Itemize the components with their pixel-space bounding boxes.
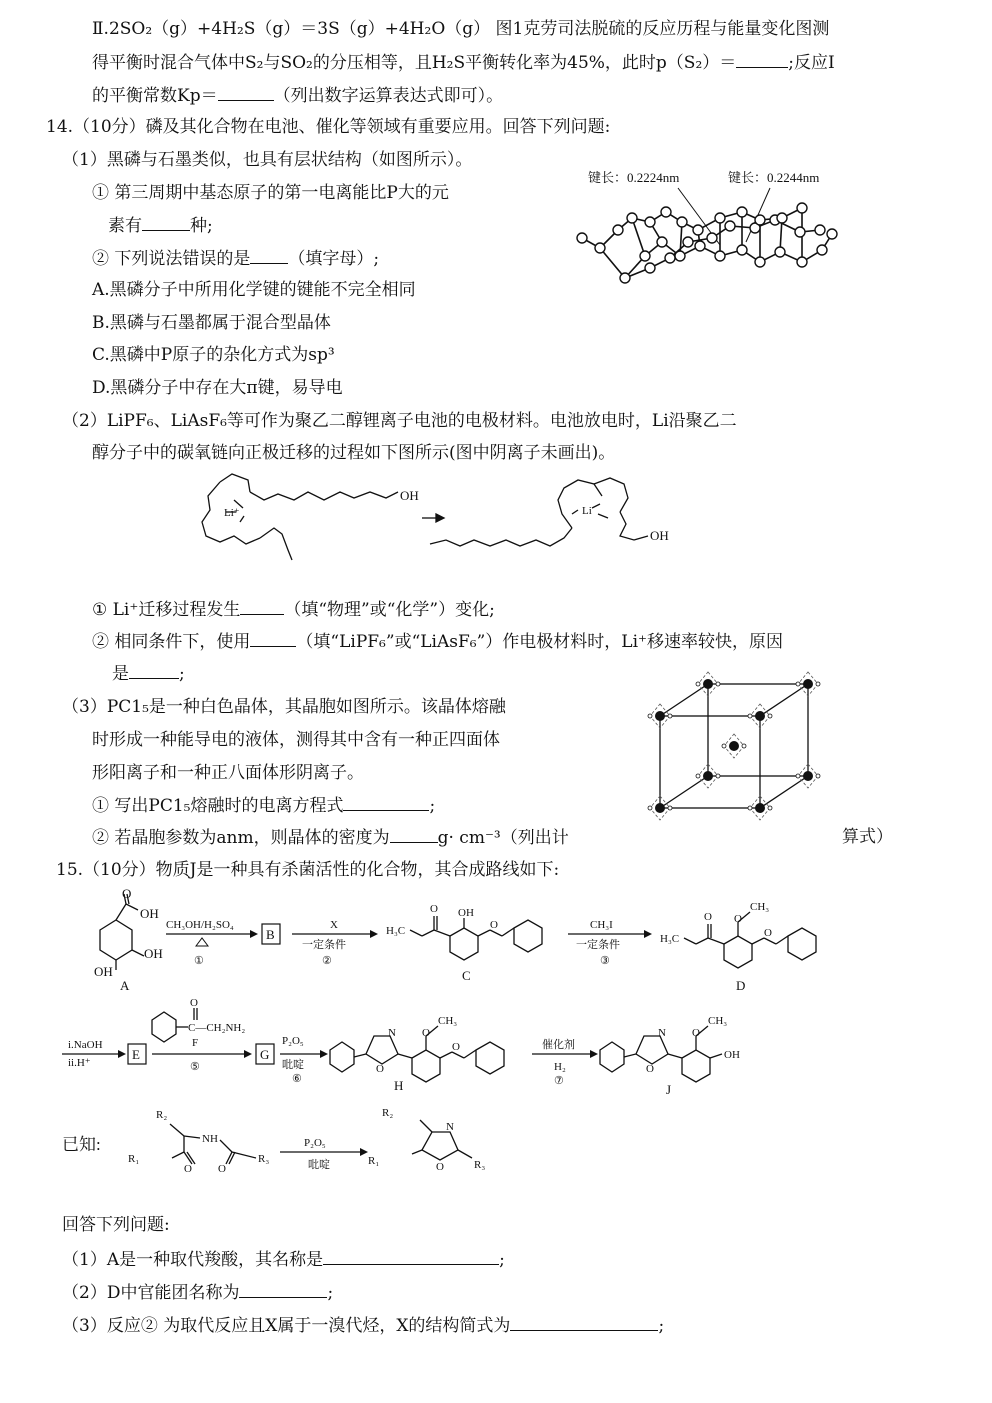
bond-length-1: 键长：0.2224nm <box>588 170 680 185</box>
q14-2-1 <box>92 598 495 621</box>
q13-line1: Ⅱ.2SO₂（g）+4H₂S（g）＝3S（g）+4H₂O（g） 图1克劳司法脱硫的反应历程与能量变化图测 <box>92 19 830 39</box>
q14-3-2-end: 算式） <box>842 827 893 847</box>
q13-line2-end: ;反应I <box>788 53 835 73</box>
li-ion-label: Li⁺ <box>224 507 240 519</box>
blank[interactable] <box>250 247 288 264</box>
black-phosphorus-figure <box>570 160 860 300</box>
reagent-7b: H₂ <box>554 1061 566 1073</box>
j-ether-o: O <box>692 1027 700 1039</box>
r3-product: R₃ <box>474 1159 486 1171</box>
known-condition: 吡啶 <box>308 1159 330 1171</box>
q14-3-2-text: ② 若晶胞参数为anm，则晶体的密度为 <box>92 828 390 848</box>
q15-header: 15.（10分）物质J是一种具有杀菌活性的化合物，其合成路线如下: <box>56 860 560 880</box>
step-2: ② <box>322 955 332 967</box>
q15-3 <box>62 1314 664 1337</box>
li-label: Li <box>582 505 592 517</box>
q15-2-end: ; <box>327 1283 334 1303</box>
q13-line3-text: 的平衡常数Kp＝ <box>92 86 218 106</box>
option-d: D.黑磷分子中存在大π键，易导电 <box>92 378 343 398</box>
known-o3: O <box>436 1161 444 1173</box>
reagent-3: CH₃I <box>590 919 613 931</box>
q14-part3-a: （3）PC1₅是一种白色晶体，其晶胞如图所示。该晶体熔融 <box>62 697 506 717</box>
label-h: H <box>394 1078 404 1093</box>
q14-3-2 <box>92 826 569 849</box>
j-ch3: CH₃ <box>708 1015 728 1027</box>
synthesis-scheme-row2 <box>60 997 940 1100</box>
known-o2: O <box>218 1163 226 1175</box>
q15-1-end: ; <box>499 1250 505 1270</box>
blank[interactable] <box>218 84 274 101</box>
condition-6: 吡啶 <box>282 1059 304 1071</box>
q13-line3 <box>92 84 503 107</box>
q15-2 <box>62 1281 333 1304</box>
q14-3-1-end: ; <box>429 796 436 816</box>
known-reagent: P₂O₅ <box>304 1137 326 1149</box>
blank[interactable] <box>142 214 190 231</box>
j-n: N <box>658 1027 666 1039</box>
q14-1-1: ① 第三周期中基态原子的第一电离能比P大的元 <box>92 183 449 203</box>
li-migration-figure <box>190 470 690 570</box>
q13-line2-text: 得平衡时混合气体中S₂与SO₂的分压相等，且H₂S平衡转化率为45%，此时p（S₂）＝ <box>92 53 737 73</box>
known-n: N <box>446 1121 454 1133</box>
blank[interactable] <box>239 1281 327 1298</box>
blank[interactable] <box>510 1314 658 1331</box>
q14-2-2d: ; <box>179 664 185 684</box>
step-3: ③ <box>600 955 610 967</box>
q15-2-text: （2）D中官能团名称为 <box>62 1283 240 1303</box>
blank[interactable] <box>129 662 179 679</box>
d-o: O <box>704 911 712 923</box>
blank[interactable] <box>736 51 788 68</box>
label-j: J <box>666 1082 672 1097</box>
q14-3-1 <box>92 794 435 817</box>
h-n: N <box>388 1027 396 1039</box>
q14-1-2-text: ② 下列说法错误的是 <box>92 249 251 269</box>
h-o: O <box>376 1063 384 1075</box>
label-g: G <box>260 1047 270 1062</box>
q14-part1: （1）黑磷与石墨类似，也具有层状结构（如图所示）。 <box>62 150 473 170</box>
reagent-4b: ii.H⁺ <box>68 1057 91 1069</box>
label-e: E <box>132 1047 140 1062</box>
q14-header: 14.（10分）磷及其化合物在电池、催化等领域有重要应用。回答下列问题: <box>46 117 611 137</box>
oh-label-2: OH <box>650 528 669 543</box>
reagent-7: 催化剂 <box>542 1039 575 1051</box>
c-o: O <box>430 903 438 915</box>
r1-product: R₁ <box>368 1155 380 1167</box>
blank[interactable] <box>343 794 429 811</box>
q14-3-1-text: ① 写出PC1₅熔融时的电离方程式 <box>92 796 344 816</box>
known-nh: NH <box>202 1133 218 1145</box>
step-7: ⑦ <box>554 1075 564 1087</box>
label-c: C <box>462 968 471 983</box>
r2-product: R₂ <box>382 1107 394 1119</box>
q14-2-1-end: （填“物理”或“化学”）变化; <box>284 600 495 620</box>
q14-2-1-text: ① Li⁺迁移过程发生 <box>92 600 241 620</box>
label-b: B <box>266 927 275 942</box>
step-1: ① <box>194 955 204 967</box>
q14-1-2-end: （填字母）; <box>288 249 380 269</box>
q13-line2 <box>92 51 835 74</box>
q14-2-2-text: ② 相同条件下，使用 <box>92 632 251 652</box>
d-ether-o2: O <box>764 927 772 939</box>
step-6: ⑥ <box>292 1073 302 1085</box>
bond-length-2: 键长：0.2244nm <box>728 170 820 185</box>
reagent-6: P₂O₅ <box>282 1035 304 1047</box>
a-oh-3: OH <box>94 964 113 979</box>
oh-label: OH <box>400 488 419 503</box>
label-f: F <box>192 1037 199 1049</box>
q14-part3-c: 形阳离子和一种正八面体形阴离子。 <box>92 763 364 783</box>
j-o: O <box>646 1063 654 1075</box>
r1-label: R₁ <box>128 1153 140 1165</box>
j-oh: OH <box>724 1049 740 1061</box>
q14-1-1c: 种; <box>190 216 213 236</box>
q14-2-2 <box>92 630 783 653</box>
d-ch3: CH₃ <box>750 901 770 913</box>
q15-3-end: ; <box>658 1316 665 1336</box>
pcl5-unit-cell-figure <box>640 668 830 828</box>
c-h3c: H₃C <box>386 925 406 937</box>
r3-label: R₃ <box>258 1153 270 1165</box>
option-a: A.黑磷分子中所用化学键的键能不完全相同 <box>92 280 416 300</box>
q14-part2-a: （2）LiPF₆、LiAsF₆等可作为聚乙二醇锂离子电池的电极材料。电池放电时，Li沿聚乙二 <box>62 411 737 431</box>
q15-1-text: （1）A是一种取代羧酸，其名称是 <box>62 1250 324 1270</box>
blank[interactable] <box>390 826 438 843</box>
q14-1-2 <box>92 247 379 270</box>
q14-2-2-mid: （填“LiPF₆”或“LiAsF₆”）作电极材料时，Li⁺移速率较快，原因 <box>296 632 783 652</box>
known-o1: O <box>184 1163 192 1175</box>
reagent-4a: i.NaOH <box>68 1039 103 1051</box>
a-carbonyl-o: O <box>122 886 132 901</box>
condition-2: 一定条件 <box>302 939 346 951</box>
known-reaction-figure <box>60 1100 520 1190</box>
a-acid-oh: OH <box>140 906 159 921</box>
q15-3-text: （3）反应② 为取代反应且X属于一溴代烃，X的结构简式为 <box>62 1316 511 1336</box>
q14-2-2c: 是 <box>112 664 129 684</box>
reagent-2: X <box>330 919 338 931</box>
q13-line3-end: （列出数字运算表达式即可）。 <box>273 86 504 106</box>
q14-2-2b <box>112 662 185 685</box>
blank[interactable] <box>323 1248 499 1265</box>
blank[interactable] <box>250 630 296 647</box>
q14-part3-b: 时形成一种能导电的液体，测得其中含有一种正四面体 <box>92 730 500 750</box>
h-ether-o1: O <box>422 1027 430 1039</box>
d-h3c: H₃C <box>660 933 680 945</box>
q14-part2-b: 醇分子中的碳氧链向正极迁移的过程如下图所示(图中阴离子未画出)。 <box>92 443 616 463</box>
q15-1 <box>62 1248 505 1271</box>
condition-3: 一定条件 <box>576 939 620 951</box>
h-ch3: CH₃ <box>438 1015 458 1027</box>
answer-prompt: 回答下列问题: <box>62 1215 170 1235</box>
blank[interactable] <box>240 598 284 615</box>
q14-1-1b <box>108 214 213 237</box>
f-chain: C—CH₂NH₂ <box>188 1022 246 1034</box>
r2-label: R₂ <box>156 1109 168 1121</box>
d-ether-o1: O <box>734 913 742 925</box>
h-ether-o2: O <box>452 1041 460 1053</box>
synthesis-scheme-row1 <box>60 886 940 1000</box>
known-label: 已知: <box>62 1135 101 1154</box>
label-d: D <box>736 978 746 993</box>
option-c: C.黑磷中P原子的杂化方式为sp³ <box>92 345 335 365</box>
q14-3-2-mid: g· cm⁻³（列出计 <box>437 828 569 848</box>
reagent-1: CH₃OH/H₂SO₄ <box>166 919 234 931</box>
step-5: ⑤ <box>190 1061 200 1073</box>
f-o: O <box>190 997 198 1009</box>
c-oh: OH <box>458 907 474 919</box>
option-b: B.黑磷与石墨都属于混合型晶体 <box>92 313 331 333</box>
a-oh-2: OH <box>144 946 163 961</box>
q14-1-1b-text: 素有 <box>108 216 142 236</box>
label-a: A <box>120 978 130 993</box>
c-ether-o: O <box>490 919 498 931</box>
